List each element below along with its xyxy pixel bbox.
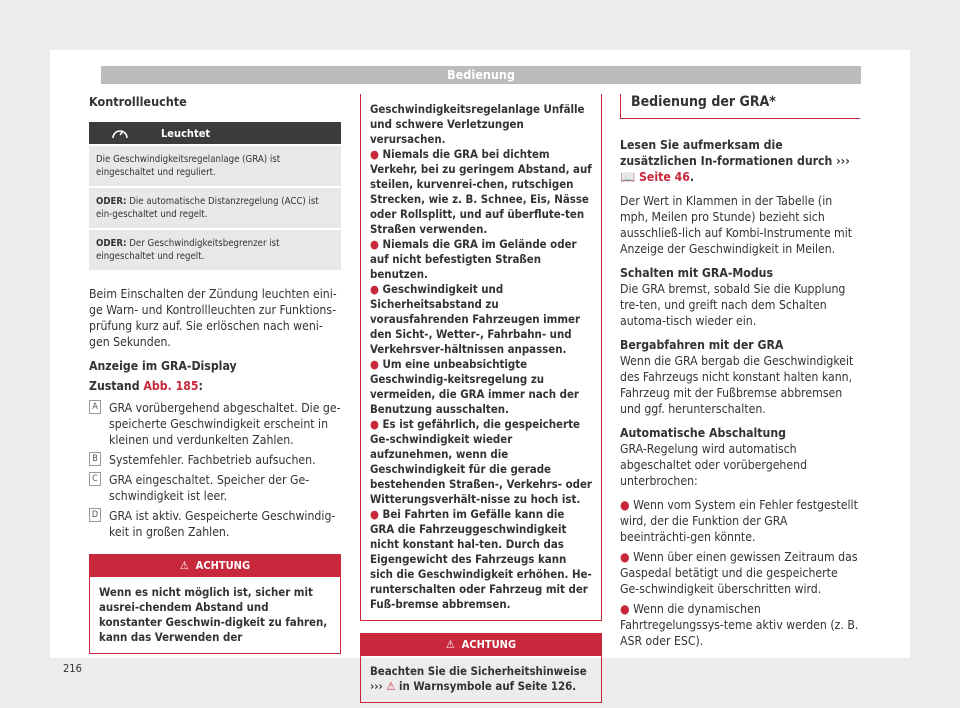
column-right	[620, 94, 860, 649]
auto-off-paragraph: GRA-Regelung wird automatisch abgeschaltet oder vorübergehend unterbrochen:	[620, 442, 808, 488]
legend-key: C	[89, 472, 101, 486]
legend-text: GRA vorübergehend abgeschaltet. Die ge-speicherte Geschwindigkeit erscheint in kleinen und verdunkelten Zahlen.	[109, 401, 341, 447]
warning-header	[90, 555, 340, 577]
warning-icon: ⚠	[179, 559, 189, 572]
page-link[interactable]: Seite 46	[635, 170, 690, 184]
state-text: Zustand	[89, 379, 144, 393]
info-end: .	[689, 170, 695, 184]
legend-key: D	[89, 508, 101, 522]
book-icon: 📖	[620, 170, 636, 184]
section-header: Bedienung	[101, 66, 861, 84]
warning-text-a: Beachten Sie die Sicherheitshinweise ›››	[370, 664, 587, 693]
warning-title: ACHTUNG	[195, 559, 251, 572]
list-item-text: Wenn vom System ein Fehler festgestellt wird, der die Funktion der GRA beeinträchti-gen könnte.	[620, 498, 858, 544]
downhill-heading: Bergabfahren mit der GRA	[620, 338, 784, 352]
warning-triangle-icon: ⚠	[386, 679, 396, 693]
mode-heading: Schalten mit GRA-Modus	[620, 266, 774, 280]
info-paragraph	[620, 137, 860, 185]
warning-continued-text: Geschwindigkeitsregelanlage Unfälle und schwere Verletzungen verursachen.	[370, 102, 585, 146]
warning-bullet-list	[370, 147, 592, 612]
list-item-text: Es ist gefährlich, die gespeicherte Ge-schwindigkeit wieder aufzunehmen, wenn die Geschwindigkeit für die gerade bestehenden Straßen-, Verkehrs- oder Witterungsverhält-nisse zu hoch ist.	[370, 417, 592, 506]
legend-item	[89, 452, 341, 468]
list-item: ● Wenn die dynamischen Fahrtregelungssys-teme aktiv werden (z. B. ASR oder ESC).	[620, 602, 859, 648]
list-item: ● Um eine unbeabsichtigte Geschwindig-keitsregelung zu vermeiden, die GRA immer nach der Benutzung ausschalten.	[370, 357, 579, 416]
warning-text: Wenn es nicht möglich ist, sicher mit ausrei-chendem Abstand und konstanter Geschwin-digkeit zu fahren, kann das Verwenden der	[99, 585, 328, 644]
list-item-text: Niemals die GRA bei dichtem Verkehr, bei zu geringem Abstand, auf steilen, kurvenrei-chen, rutschigen Strecken, wie z. B. Schnee, Eis, Nässe oder Rollsplitt, und auf überflute-ten Straßen verwenden.	[370, 147, 592, 236]
list-item: ● Geschwindigkeit und Sicherheitsabstand zu vorausfahrenden Fahrzeugen immer den Sicht-, Wetter-, Fahrbahn- und Verkehrsver-hältnissen anpassen.	[370, 282, 581, 356]
row-text: Die automatische Distanzregelung (ACC) ist ein-geschaltet und regelt.	[96, 196, 319, 220]
auto-off-heading: Automatische Abschaltung	[620, 426, 787, 440]
speedometer-icon	[111, 126, 129, 145]
figure-link[interactable]: Abb. 185	[143, 379, 199, 393]
intro-paragraph: Beim Einschalten der Zündung leuchten eini-ge Warn- und Kontrollleuchten zur Funktions-prüfung kurz auf. Sie erlöschen nach weni-gen Sekunden.	[89, 287, 337, 349]
mph-paragraph: Der Wert in Klammen in der Tabelle (in mph, Meilen pro Stunde) bezieht sich ausschließ-lich auf Kombi-Instrumente mit Anzeige der Geschwindigkeit in Meilen.	[620, 194, 853, 256]
row-text: Die Geschwindigkeitsregelanlage (GRA) ist eingeschaltet und reguliert.	[96, 154, 281, 178]
row-text: Der Geschwindigkeitsbegrenzer ist eingeschaltet und regelt.	[96, 238, 280, 262]
table-row	[89, 146, 341, 188]
downhill-paragraph: Wenn die GRA bergab die Geschwindigkeit des Fahrzeugs nicht konstant halten kann, Fahrzeug mit der Fußbremse abbremsen und ggf. herunterschalten.	[620, 354, 854, 416]
column-left	[89, 94, 341, 654]
legend-item	[89, 508, 341, 540]
legend-key: B	[89, 452, 101, 466]
warning-box-continued	[360, 94, 602, 621]
legend-text: GRA eingeschaltet. Speicher der Ge-schwindigkeit ist leer.	[109, 473, 310, 503]
warning-icon: ⚠	[445, 638, 455, 651]
list-item-text: Wenn die dynamischen Fahrtregelungssys-teme aktiv werden (z. B. ASR oder ESC).	[620, 602, 859, 648]
row-prefix: ODER:	[96, 238, 127, 249]
warning-body	[361, 94, 601, 620]
list-item-text: Bei Fahrten im Gefälle kann die GRA die Fahrzeuggeschwindigkeit nicht konstant hal-ten. Durch das Eigengewicht des Fahrzeugs kann sich die Geschwindigkeit erhöhen. He-runterschalten oder Fahrzeug mit der Fuß-bremse abbremsen.	[370, 507, 592, 611]
legend-item	[89, 472, 341, 504]
table-header-label: Leuchtet	[161, 127, 211, 140]
mode-paragraph: Die GRA bremst, sobald Sie die Kupplung tre-ten, und greift nach dem Schalten automa-tisch wieder ein.	[620, 282, 846, 328]
legend-key: A	[89, 400, 101, 414]
warning-header	[361, 634, 601, 656]
legend-text: Systemfehler. Fachbetrieb aufsuchen.	[109, 453, 316, 467]
column-middle	[360, 94, 602, 703]
warning-box	[360, 633, 602, 703]
section-title: Bedienung der GRA*	[620, 94, 860, 118]
list-item: ● Bei Fahrten im Gefälle kann die GRA die Fahrzeuggeschwindigkeit nicht konstant hal-ten. Durch das Eigengewicht des Fahrzeugs kann sich die Geschwindigkeit erhöhen. He-runterschalten oder Fahrzeug mit der Fuß-bremse abbremsen.	[370, 507, 592, 611]
state-colon: :	[198, 379, 203, 393]
table-row	[89, 230, 341, 272]
list-item: ● Wenn über einen gewissen Zeitraum das Gaspedal betätigt und die gespeicherte Ge-schwindigkeit überschritten wird.	[620, 550, 858, 596]
list-item-text: Niemals die GRA im Gelände oder auf nicht befestigten Straßen benutzen.	[370, 237, 577, 281]
warning-text	[361, 656, 601, 702]
list-item: ● Es ist gefährlich, die gespeicherte Ge-schwindigkeit wieder aufzunehmen, wenn die Geschwindigkeit für die gerade bestehenden Straßen-, Verkehrs- oder Witterungsverhält-nisse zu hoch ist.	[370, 417, 592, 506]
list-item: ● Niemals die GRA bei dichtem Verkehr, bei zu geringem Abstand, auf steilen, kurvenrei-chen, rutschigen Strecken, wie z. B. Schnee, Eis, Nässe oder Rollsplitt, und auf überflute-ten Straßen verwenden.	[370, 147, 592, 236]
list-item-text: Geschwindigkeit und Sicherheitsabstand zu vorausfahrenden Fahrzeugen immer den Sicht-, Wetter-, Fahrbahn- und Verkehrsver-hältnissen anpassen.	[370, 282, 581, 356]
list-item: ● Wenn vom System ein Fehler festgestellt wird, der die Funktion der GRA beeinträchti-gen könnte.	[620, 498, 858, 544]
list-item: ● Niemals die GRA im Gelände oder auf nicht befestigten Straßen benutzen.	[370, 237, 577, 281]
display-subheading: Anzeige im GRA-Display	[89, 359, 237, 373]
info-text: Lesen Sie aufmerksam die zusätzlichen In-formationen durch ›››	[620, 138, 850, 168]
row-prefix: ODER:	[96, 196, 127, 207]
legend-item	[89, 400, 341, 448]
indicator-table-header	[89, 122, 341, 144]
list-item-text: Wenn über einen gewissen Zeitraum das Gaspedal betätigt und die gespeicherte Ge-schwindigkeit überschritten wird.	[620, 550, 858, 596]
warning-title: ACHTUNG	[461, 638, 517, 651]
warning-link[interactable]: in Warnsymbole auf Seite 126.	[395, 679, 577, 693]
manual-page	[50, 50, 910, 693]
table-row	[89, 188, 341, 230]
legend-text: GRA ist aktiv. Gespeicherte Geschwindig-keit in großen Zahlen.	[109, 509, 336, 539]
page-number: 216	[63, 662, 82, 675]
warning-box	[89, 554, 341, 654]
state-label	[89, 378, 341, 394]
section-title-box	[620, 94, 860, 119]
indicator-heading: Kontrollleuchte	[89, 94, 187, 109]
list-item-text: Um eine unbeabsichtigte Geschwindig-keitsregelung zu vermeiden, die GRA immer nach der Benutzung ausschalten.	[370, 357, 579, 416]
